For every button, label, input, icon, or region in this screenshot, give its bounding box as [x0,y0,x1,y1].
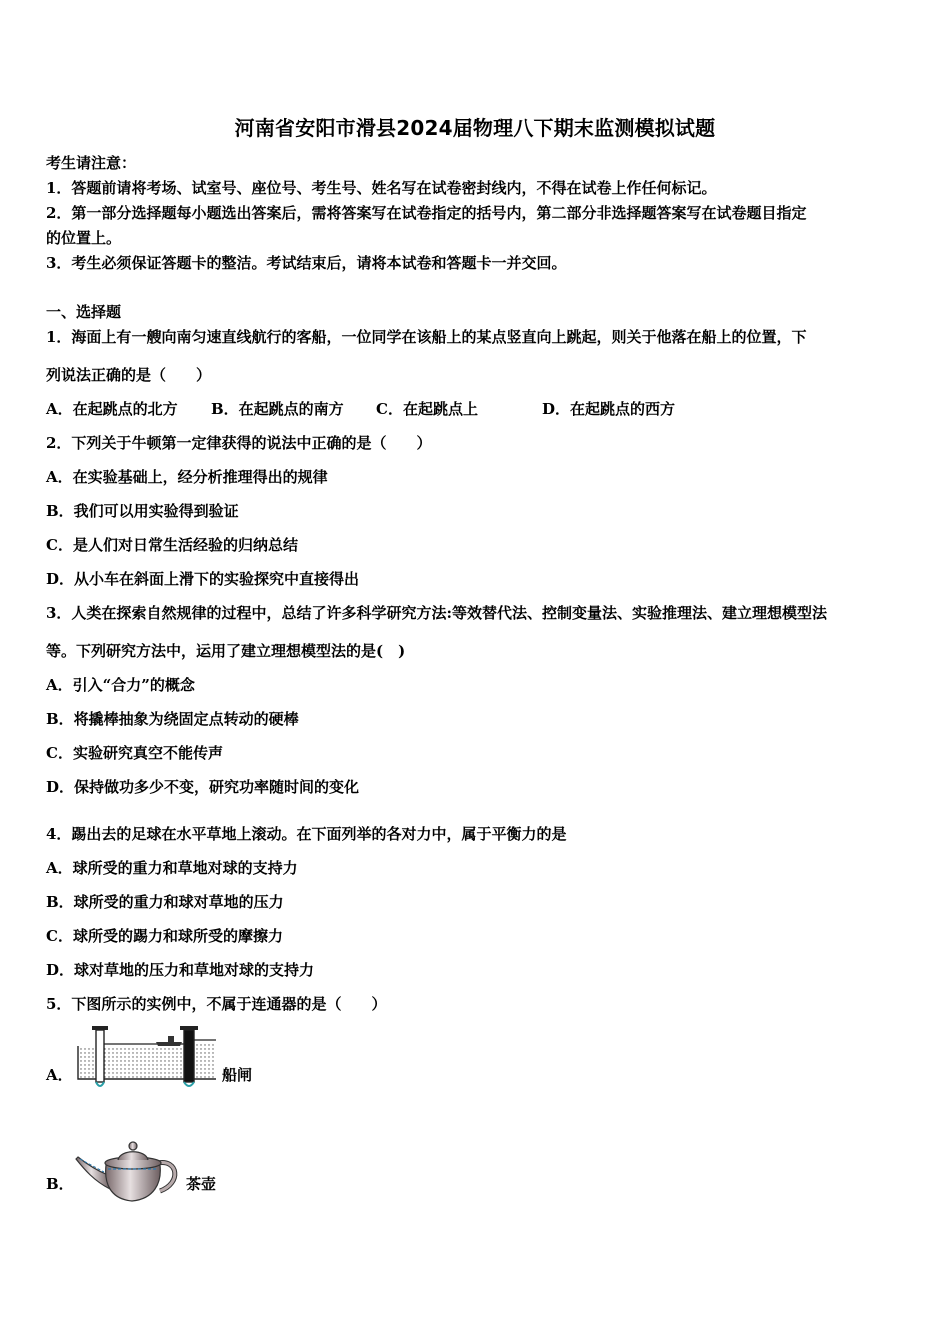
q5-option-b-label[interactable]: B． [46,1175,74,1193]
q2-stem: 2．下列关于牛顿第一定律获得的说法中正确的是（ ） [46,434,432,452]
q1-option-d[interactable]: D．在起跳点的西方 [542,400,676,418]
notice-item-2-cont: 的位置上。 [46,229,122,247]
q1-stem-line2: 列说法正确的是（ ） [46,366,212,384]
notice-heading: 考生请注意： [46,154,137,172]
q3-option-d[interactable]: D．保持做功多少不变，研究功率随时间的变化 [46,778,360,796]
q1-option-a[interactable]: A．在起跳点的北方 [46,400,178,418]
q3-stem-line2: 等。下列研究方法中，运用了建立理想模型法的是( ) [46,642,406,660]
q5-stem: 5．下图所示的实例中，不属于连通器的是（ ） [46,995,387,1013]
q2-option-b[interactable]: B．我们可以用实验得到验证 [46,502,239,520]
q5-option-b-caption: 茶壶 [186,1175,217,1193]
q3-option-a[interactable]: A．引入“合力”的概念 [46,676,195,694]
q5-option-a-label[interactable]: A． [46,1066,73,1084]
q2-option-c[interactable]: C．是人们对日常生活经验的归纳总结 [46,536,298,554]
q1-option-b[interactable]: B．在起跳点的南方 [211,400,344,418]
ship-lock-icon [76,1024,218,1094]
exam-title: 河南省安阳市滑县2024届物理八下期末监测模拟试题 [234,116,716,140]
q4-option-d[interactable]: D．球对草地的压力和草地对球的支持力 [46,961,315,979]
q4-option-c[interactable]: C．球所受的踢力和球所受的摩擦力 [46,927,283,945]
section-heading: 一、选择题 [46,303,122,321]
q2-option-d[interactable]: D．从小车在斜面上滑下的实验探究中直接得出 [46,570,360,588]
notice-item-1: 1．答题前请将考场、试室号、座位号、考生号、姓名写在试卷密封线内，不得在试卷上作任何标记。 [46,179,717,197]
q4-stem: 4．踢出去的足球在水平草地上滚动。在下面列举的各对力中，属于平衡力的是 [46,825,567,843]
q4-option-b[interactable]: B．球所受的重力和球对草地的压力 [46,893,284,911]
teapot-icon [74,1135,184,1205]
q2-option-a[interactable]: A．在实验基础上，经分析推理得出的规律 [46,468,328,486]
q3-option-c[interactable]: C．实验研究真空不能传声 [46,744,223,762]
q3-stem-line1: 3．人类在探索自然规律的过程中，总结了许多科学研究方法:等效替代法、控制变量法、实验推理法、建立理想模型法 [46,604,827,622]
q3-option-b[interactable]: B．将撬棒抽象为绕固定点转动的硬棒 [46,710,299,728]
q1-option-c[interactable]: C．在起跳点上 [376,400,478,418]
notice-item-2: 2．第一部分选择题每小题选出答案后，需将答案写在试卷指定的括号内，第二部分非选择题答案写在试卷题目指定 [46,204,807,222]
q1-stem-line1: 1．海面上有一艘向南匀速直线航行的客船，一位同学在该船上的某点竖直向上跳起，则关于他落在船上的位置，下 [46,328,807,346]
q5-option-a-caption: 船闸 [222,1066,253,1084]
q4-option-a[interactable]: A．球所受的重力和草地对球的支持力 [46,859,298,877]
notice-item-3: 3．考生必须保证答题卡的整洁。考试结束后，请将本试卷和答题卡一并交回。 [46,254,567,272]
q1-options [46,398,675,419]
